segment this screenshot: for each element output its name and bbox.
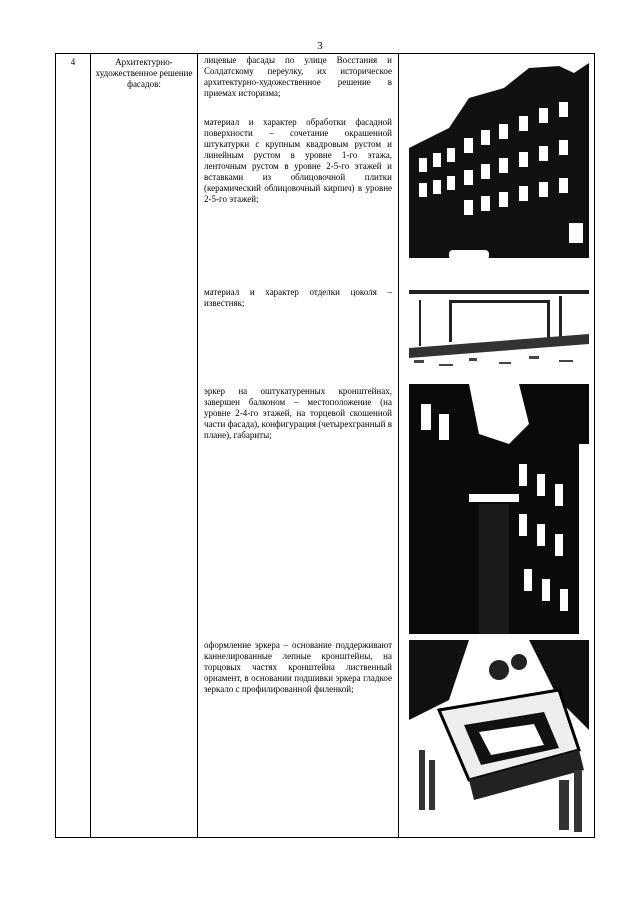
item-text-bay-window: эркер на оштукатуренных кронштейнах, завершен балконом – местоположение (на уровне 2-4-го этажей, на торцевой скошенной части фасада), конфигурация (четырехгранный в плане), габариты;: [204, 386, 392, 440]
bay-window-photo: [409, 384, 589, 634]
item-text-plinth: материал и характер отделки цоколя – известняк;: [204, 287, 392, 308]
plinth-photo: [409, 286, 589, 374]
photo-column: [399, 54, 595, 838]
item-text-facades: лицевые фасады по улице Восстания и Солдатскому переулку, их историческое архитектурно-художественное решение в приемах историзма;: [204, 55, 392, 98]
row-number: 4: [56, 54, 91, 838]
page-number: 3: [317, 40, 323, 52]
row-description: [198, 54, 399, 838]
bay-window-base-photo: [409, 640, 589, 832]
facade-photo: [409, 58, 589, 276]
table-row: [56, 54, 595, 838]
item-text-surface-treatment: материал и характер обработки фасадной поверхности – сочетание окрашенной штукатурки с крупным квадровым рустом и линейным рустом в уровне 1-го этажа, ленточным рустом в уровне 2-5-го этажей и вставками из облицовочной плитки (керамический облицовочный кирпич) в уровне 2-5-го этажей;: [204, 117, 392, 204]
specification-table: [55, 53, 595, 838]
row-name: Архитектурно-художественное решение фасадов:: [91, 54, 198, 838]
item-text-bay-window-decor: оформление эркера – основание поддерживают каннелированные лепные кронштейны, на торцовых частях кронштейна лиственный орнамент, в основании подшивки эркера гладкое зеркало с профилированной филенкой;: [204, 640, 392, 694]
